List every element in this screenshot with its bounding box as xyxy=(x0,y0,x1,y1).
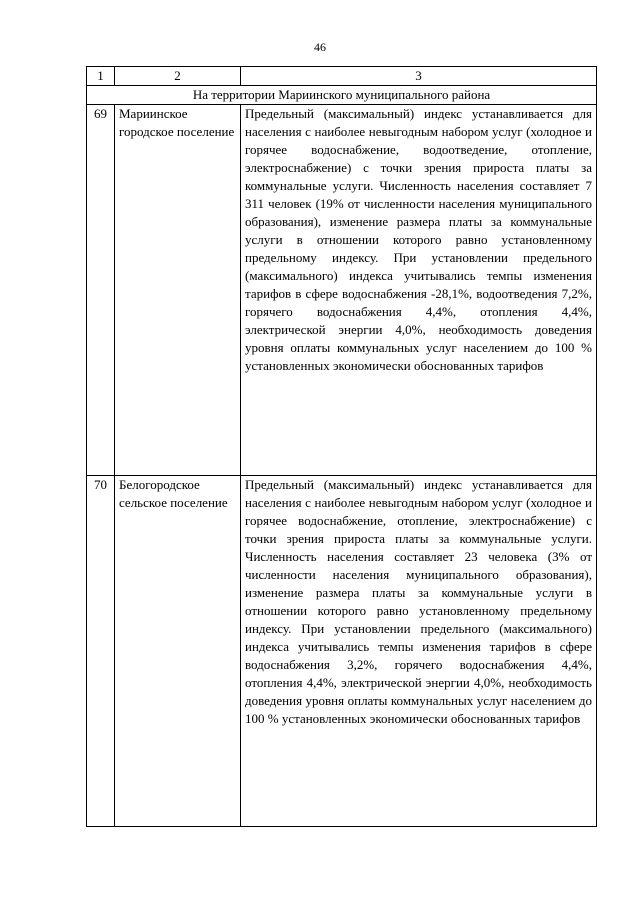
settlement-name: Мариинское городское поселение xyxy=(115,105,241,476)
row-description: Предельный (максимальный) индекс устанавливается для населения с наиболее невыгодным набором услуг (холодное и горячее водоснабжение, отопление, электроснабжение) с точки зрения прироста платы за коммунальные услуги. Численность населения составляет 23 человека (3% от численности населения муниципального образования), изменение размера платы за коммунальные услуги в отношении которого равно установленному предельному индексу. При установлении предельного (максимального) индекса учитывались темпы изменения тарифов в сфере водоснабжения 3,2%, горячего водоснабжения 4,4%, отопления 4,4%, электрической энергии 4,0%, необходимость доведения уровня оплаты коммунальных услуг населением до 100 % установленных экономически обоснованных тарифов xyxy=(241,476,597,827)
table-header-row xyxy=(87,67,597,86)
settlement-name: Белогородское сельское поселение xyxy=(115,476,241,827)
section-title: На территории Мариинского муниципального района xyxy=(87,86,597,105)
page-number: 46 xyxy=(314,40,326,54)
row-number: 69 xyxy=(87,105,115,476)
table-row xyxy=(87,105,597,476)
column-header-3: 3 xyxy=(241,67,597,86)
table-row xyxy=(87,476,597,827)
section-row xyxy=(87,86,597,105)
row-number: 70 xyxy=(87,476,115,827)
column-header-1: 1 xyxy=(87,67,115,86)
tariff-table xyxy=(86,66,597,827)
row-description: Предельный (максимальный) индекс устанавливается для населения с наиболее невыгодным набором услуг (холодное и горячее водоснабжение, водоотведение, отопление, электроснабжение) с точки зрения прироста платы за коммунальные услуги. Численность населения составляет 7 311 человек (19% от численности населения муниципального образования), изменение размера платы за коммунальные услуги в отношении которого равно установленному предельному индексу. При установлении предельного (максимального) индекса учитывались темпы изменения тарифов в сфере водоснабжения -28,1%, водоотведения 7,2%, горячего водоснабжения 4,4%, отопления 4,4%, электрической энергии 4,0%, необходимость доведения уровня оплаты коммунальных услуг населением до 100 % установленных экономически обоснованных тарифов xyxy=(241,105,597,476)
column-header-2: 2 xyxy=(115,67,241,86)
